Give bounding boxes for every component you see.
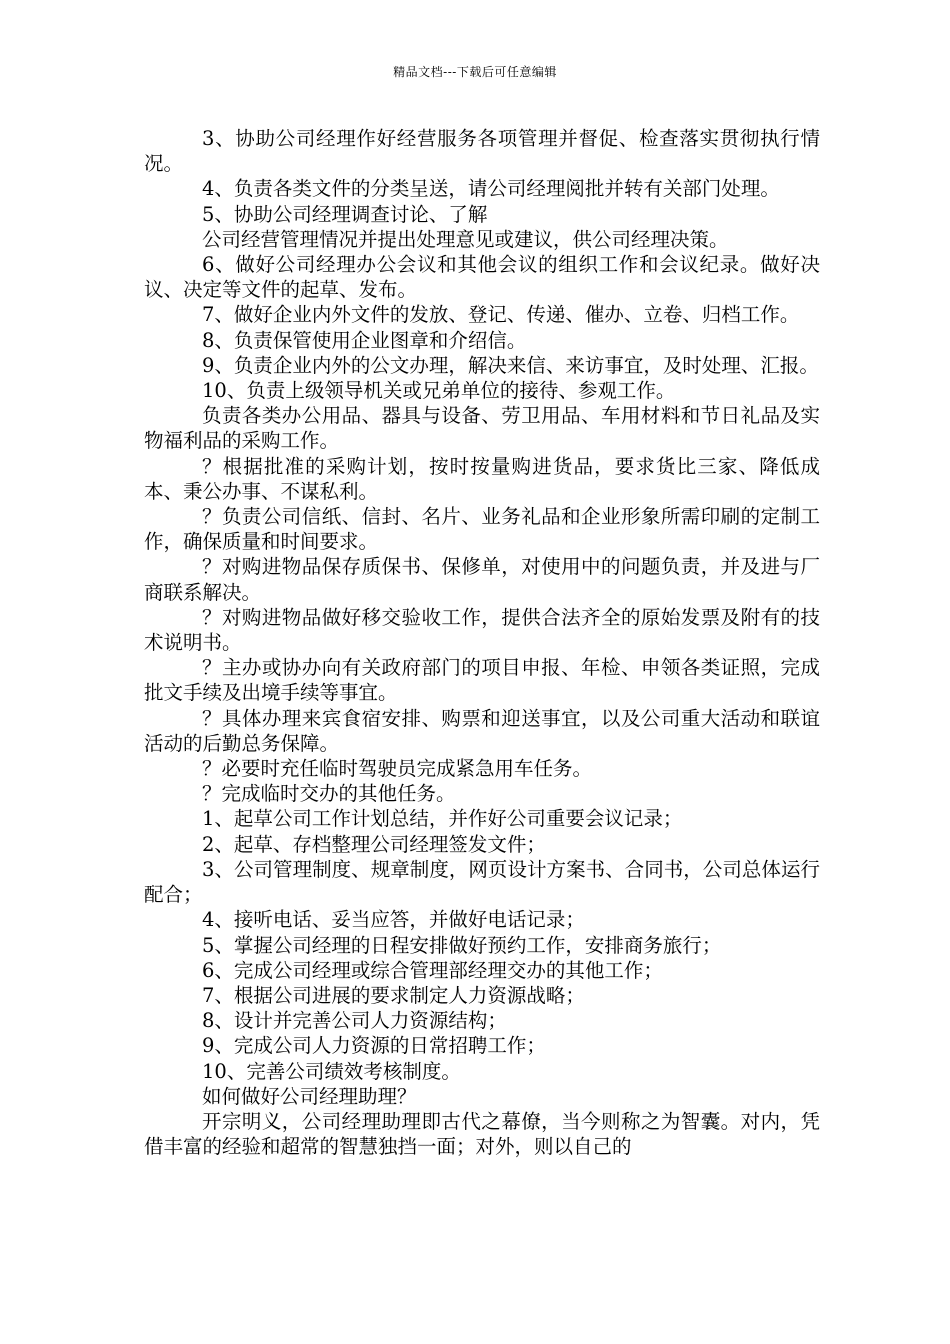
paragraph-25: 7、根据公司进展的要求制定人力资源战略； — [202, 983, 585, 1007]
paragraph-24: 6、完成公司经理或综合管理部经理交办的其他工作； — [202, 958, 663, 982]
paragraph-2: 4、负责各类文件的分类呈送，请公司经理阅批并转有关部门处理。 — [202, 177, 780, 201]
paragraph-3: 5、协助公司经理调查讨论、了解 — [202, 202, 488, 226]
paragraph-14: ？对购进物品做好移交验收工作，提供合法齐全的原始发票及附有的技术说明书。 — [144, 605, 820, 655]
paragraph-30: 开宗明义，公司经理助理即古代之幕僚，当今则称之为智囊。对内，凭借丰富的经验和超常的智慧独挡一面；对外，则以自己的 — [144, 1109, 820, 1159]
paragraph-18: ？完成临时交办的其他任务。 — [202, 782, 456, 806]
page-header: 精品文档---下载后可任意编辑 — [393, 65, 557, 79]
paragraph-4: 公司经营管理情况并提出处理意见或建议，供公司经理决策。 — [202, 227, 729, 251]
paragraph-8: 9、负责企业内外的公文办理，解决来信、来访事宜，及时处理、汇报。 — [202, 353, 819, 377]
paragraph-1: 3、协助公司经理作好经营服务各项管理并督促、检查落实贯彻执行情况。 — [144, 127, 820, 176]
paragraph-6: 7、做好企业内外文件的发放、登记、传递、催办、立卷、归档工作。 — [202, 303, 800, 327]
paragraph-16: ？具体办理来宾食宿安排、购票和迎送事宜，以及公司重大活动和联谊活动的后勤总务保障。 — [144, 706, 820, 755]
paragraph-22: 4、接听电话、妥当应答，并做好电话记录； — [202, 908, 585, 932]
paragraph-10: 负责各类办公用品、器具与设备、劳卫用品、车用材料和节日礼品及实物福利品的采购工作。 — [144, 404, 820, 453]
document-body — [144, 126, 820, 1159]
paragraph-7: 8、负责保管使用企业图章和介绍信。 — [202, 328, 527, 352]
paragraph-15: ？主办或协办向有关政府部门的项目申报、年检、申领各类证照，完成批文手续及出境手续等事宜。 — [144, 656, 820, 705]
paragraph-21: 3、公司管理制度、规章制度，网页设计方案书、合同书，公司总体运行配合； — [144, 857, 820, 907]
paragraph-9: 10、负责上级领导机关或兄弟单位的接待、参观工作。 — [202, 379, 676, 403]
paragraph-27: 9、完成公司人力资源的日常招聘工作； — [202, 1034, 546, 1058]
paragraph-29: 如何做好公司经理助理？ — [202, 1084, 417, 1108]
paragraph-12: ？负责公司信纸、信封、名片、业务礼品和企业形象所需印刷的定制工作，确保质量和时间要求。 — [144, 505, 820, 554]
paragraph-20: 2、起草、存档整理公司经理签发文件； — [202, 832, 546, 856]
paragraph-17: ？必要时充任临时驾驶员完成紧急用车任务。 — [202, 757, 593, 781]
paragraph-28: 10、完善公司绩效考核制度。 — [202, 1059, 461, 1083]
paragraph-11: ？根据批准的采购计划，按时按量购进货品，要求货比三家、降低成本、秉公办事、不谋私利。 — [144, 454, 820, 503]
paragraph-5: 6、做好公司经理办公会议和其他会议的组织工作和会议纪录。做好决议、决定等文件的起草、发布。 — [144, 253, 820, 302]
paragraph-13: ？对购进物品保存质保书、保修单，对使用中的问题负责，并及进与厂商联系解决。 — [144, 555, 820, 604]
paragraph-26: 8、设计并完善公司人力资源结构； — [202, 1009, 507, 1033]
paragraph-23: 5、掌握公司经理的日程安排做好预约工作，安排商务旅行； — [202, 933, 722, 957]
paragraph-19: 1、起草公司工作计划总结，并作好公司重要会议记录； — [202, 807, 683, 831]
